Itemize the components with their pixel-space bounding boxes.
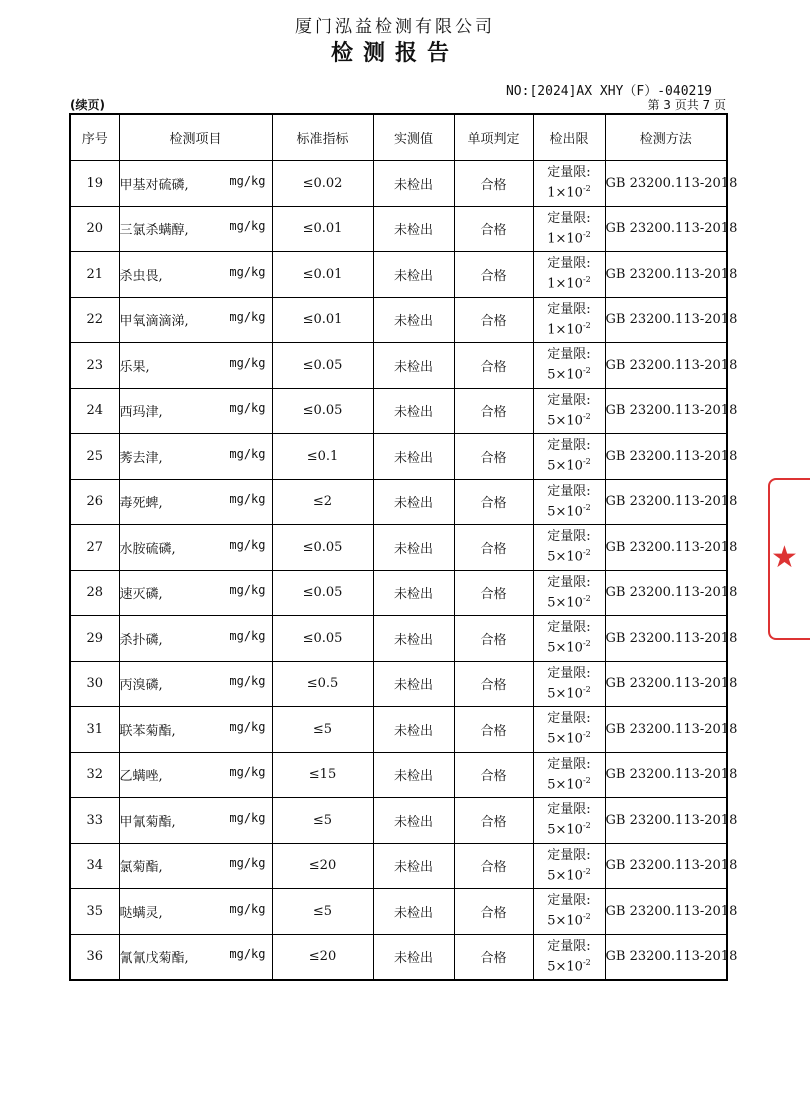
test-item-unit: mg/kg [229,264,266,279]
row-number: 21 [70,252,119,298]
test-item-name: 三氯杀螨醇, [119,223,189,239]
table-row [70,525,727,571]
detection-limit [533,707,605,753]
judgement: 合格 [454,525,533,571]
limit-label: 定量限: [547,756,591,772]
standard-value: ≤20 [272,843,373,889]
row-number: 28 [70,570,119,616]
test-item-cell [119,161,272,207]
continued-label: (续页) [70,98,105,112]
standard-value: ≤0.05 [272,616,373,662]
test-method: GB 23200.113-2018 [605,707,727,753]
detection-limit [533,161,605,207]
test-item-cell [119,889,272,935]
col-header-method: 检测方法 [605,114,727,161]
limit-label: 定量限: [547,893,591,909]
table-row [70,252,727,298]
detection-limit [533,252,605,298]
table-row [70,616,727,662]
detection-limit [533,616,605,662]
test-item-unit: mg/kg [229,173,266,188]
test-method: GB 23200.113-2018 [605,297,727,343]
standard-value: ≤5 [272,798,373,844]
detection-limit [533,388,605,434]
detection-limit [533,206,605,252]
test-item-cell [119,434,272,480]
row-number: 33 [70,798,119,844]
table-row [70,798,727,844]
test-item-cell [119,661,272,707]
limit-label: 定量限: [547,210,591,226]
measured-value: 未检出 [373,752,454,798]
judgement: 合格 [454,889,533,935]
test-item-unit: mg/kg [229,219,266,234]
detection-limit [533,798,605,844]
standard-value: ≤20 [272,934,373,980]
judgement: 合格 [454,297,533,343]
limit-label: 定量限: [547,438,591,454]
test-method: GB 23200.113-2018 [605,798,727,844]
detection-limit [533,570,605,616]
test-method: GB 23200.113-2018 [605,752,727,798]
test-item-name: 联苯菊酯, [119,723,176,739]
test-method: GB 23200.113-2018 [605,206,727,252]
test-item-unit: mg/kg [229,765,266,780]
detection-limit [533,343,605,389]
judgement: 合格 [454,752,533,798]
limit-base: 5×10 [547,594,583,610]
judgement: 合格 [454,798,533,844]
test-item-cell [119,252,272,298]
table-row [70,934,727,980]
row-number: 20 [70,206,119,252]
limit-exponent: -2 [582,912,591,922]
col-header-detection-limit: 检出限 [533,114,605,161]
standard-value: ≤2 [272,479,373,525]
test-item-name: 莠去津, [119,450,163,466]
judgement: 合格 [454,934,533,980]
table-row [70,752,727,798]
measured-value: 未检出 [373,479,454,525]
detection-limit [533,434,605,480]
judgement: 合格 [454,616,533,662]
detection-limit [533,934,605,980]
test-item-name: 杀虫畏, [119,268,163,284]
limit-exponent: -2 [582,411,591,421]
test-item-unit: mg/kg [229,628,266,643]
row-number: 31 [70,707,119,753]
limit-exponent: -2 [582,684,591,694]
detection-limit [533,297,605,343]
results-table [69,113,738,981]
limit-exponent: -2 [582,275,591,285]
test-method: GB 23200.113-2018 [605,661,727,707]
limit-label: 定量限: [547,392,591,408]
test-item-unit: mg/kg [229,947,266,962]
limit-base: 5×10 [547,503,583,519]
table-row [70,161,727,207]
test-method: GB 23200.113-2018 [605,479,727,525]
judgement: 合格 [454,206,533,252]
test-method: GB 23200.113-2018 [605,161,727,207]
limit-exponent: -2 [582,957,591,967]
test-item-cell [119,525,272,571]
row-number: 36 [70,934,119,980]
detection-limit [533,479,605,525]
table-row [70,570,727,616]
limit-base: 5×10 [547,776,583,792]
report-number: NO:[2024]AX XHY（F）-040219 [505,84,712,99]
limit-base: 5×10 [547,640,583,656]
row-number: 25 [70,434,119,480]
judgement: 合格 [454,343,533,389]
standard-value: ≤0.01 [272,297,373,343]
col-header-no: 序号 [70,114,119,161]
test-item-cell [119,297,272,343]
limit-label: 定量限: [547,301,591,317]
measured-value: 未检出 [373,707,454,753]
test-item-unit: mg/kg [229,310,266,325]
limit-label: 定量限: [547,347,591,363]
row-number: 35 [70,889,119,935]
standard-value: ≤0.01 [272,252,373,298]
row-number: 19 [70,161,119,207]
company-name: 厦门泓益检测有限公司 [295,17,495,37]
limit-exponent: -2 [582,866,591,876]
test-method: GB 23200.113-2018 [605,388,727,434]
table-row [70,388,727,434]
standard-value: ≤0.02 [272,161,373,207]
test-item-cell [119,798,272,844]
standard-value: ≤0.05 [272,570,373,616]
test-item-unit: mg/kg [229,355,266,370]
measured-value: 未检出 [373,525,454,571]
test-item-name: 杀扑磷, [119,632,163,648]
test-item-cell [119,206,272,252]
limit-label: 定量限: [547,938,591,954]
judgement: 合格 [454,843,533,889]
test-item-name: 氯菊酯, [119,860,163,876]
judgement: 合格 [454,479,533,525]
row-number: 29 [70,616,119,662]
test-method: GB 23200.113-2018 [605,343,727,389]
limit-label: 定量限: [547,574,591,590]
test-item-cell [119,843,272,889]
table-row [70,661,727,707]
table-row [70,479,727,525]
col-header-standard: 标准指标 [272,114,373,161]
col-header-measured: 实测值 [373,114,454,161]
col-header-judgement: 单项判定 [454,114,533,161]
standard-value: ≤5 [272,707,373,753]
test-item-name: 速灭磷, [119,587,163,603]
report-title: 检测报告 [330,41,459,66]
detection-limit [533,843,605,889]
row-number: 27 [70,525,119,571]
page-info: 第 3 页共 7 页 [647,98,726,112]
test-item-name: 毒死蜱, [119,496,163,512]
limit-base: 1×10 [547,276,583,292]
col-header-item: 检测项目 [119,114,272,161]
limit-base: 5×10 [547,367,583,383]
test-item-unit: mg/kg [229,583,266,598]
test-item-unit: mg/kg [229,401,266,416]
limit-exponent: -2 [582,775,591,785]
limit-label: 定量限: [547,256,591,272]
test-item-cell [119,707,272,753]
standard-value: ≤0.05 [272,525,373,571]
test-method: GB 23200.113-2018 [605,843,727,889]
judgement: 合格 [454,161,533,207]
row-number: 30 [70,661,119,707]
measured-value: 未检出 [373,206,454,252]
limit-exponent: -2 [582,184,591,194]
limit-base: 5×10 [547,867,583,883]
standard-value: ≤5 [272,889,373,935]
test-item-name: 乙螨唑, [119,769,163,785]
test-item-cell [119,388,272,434]
limit-base: 5×10 [547,913,583,929]
row-number: 34 [70,843,119,889]
test-item-cell [119,570,272,616]
test-item-cell [119,616,272,662]
test-method: GB 23200.113-2018 [605,252,727,298]
judgement: 合格 [454,661,533,707]
limit-label: 定量限: [547,802,591,818]
limit-base: 5×10 [547,549,583,565]
detection-limit [533,889,605,935]
limit-exponent: -2 [582,821,591,831]
table-row [70,707,727,753]
table-body [70,161,738,981]
limit-label: 定量限: [547,711,591,727]
table-row [70,434,727,480]
limit-exponent: -2 [582,366,591,376]
detection-limit [533,752,605,798]
detection-limit [533,525,605,571]
limit-base: 5×10 [547,822,583,838]
limit-base: 5×10 [547,685,583,701]
judgement: 合格 [454,707,533,753]
measured-value: 未检出 [373,434,454,480]
row-number: 26 [70,479,119,525]
limit-base: 1×10 [547,230,583,246]
measured-value: 未检出 [373,297,454,343]
limit-label: 定量限: [547,529,591,545]
judgement: 合格 [454,252,533,298]
judgement: 合格 [454,388,533,434]
table-row [70,889,727,935]
test-item-unit: mg/kg [229,810,266,825]
measured-value: 未检出 [373,798,454,844]
test-item-name: 甲氧滴滴涕, [119,314,189,330]
measured-value: 未检出 [373,843,454,889]
test-item-name: 乐果, [119,359,150,375]
test-item-cell [119,343,272,389]
table-header-row [70,114,727,161]
test-method: GB 23200.113-2018 [605,934,727,980]
limit-base: 1×10 [547,185,583,201]
test-item-name: 氰氰戊菊酯, [119,951,189,967]
row-number: 24 [70,388,119,434]
test-item-name: 甲氰菊酯, [119,814,176,830]
test-item-name: 哒螨灵, [119,905,163,921]
table-row [70,206,727,252]
standard-value: ≤0.05 [272,388,373,434]
measured-value: 未检出 [373,161,454,207]
standard-value: ≤0.5 [272,661,373,707]
limit-label: 定量限: [547,165,591,181]
test-item-name: 水胺硫磷, [119,541,176,557]
table-row [70,843,727,889]
measured-value: 未检出 [373,661,454,707]
limit-base: 5×10 [547,412,583,428]
test-item-cell [119,752,272,798]
test-item-unit: mg/kg [229,537,266,552]
judgement: 合格 [454,434,533,480]
test-method: GB 23200.113-2018 [605,525,727,571]
row-number: 23 [70,343,119,389]
test-item-unit: mg/kg [229,674,266,689]
standard-value: ≤0.05 [272,343,373,389]
measured-value: 未检出 [373,252,454,298]
test-item-unit: mg/kg [229,446,266,461]
measured-value: 未检出 [373,889,454,935]
measured-value: 未检出 [373,616,454,662]
test-method: GB 23200.113-2018 [605,570,727,616]
test-method: GB 23200.113-2018 [605,616,727,662]
row-number: 32 [70,752,119,798]
test-item-unit: mg/kg [229,856,266,871]
measured-value: 未检出 [373,934,454,980]
test-item-unit: mg/kg [229,719,266,734]
limit-exponent: -2 [582,639,591,649]
seal-star-icon: ★ [771,540,798,575]
judgement: 合格 [454,570,533,616]
limit-label: 定量限: [547,483,591,499]
test-item-unit: mg/kg [229,901,266,916]
limit-exponent: -2 [582,548,591,558]
limit-base: 1×10 [547,321,583,337]
standard-value: ≤0.01 [272,206,373,252]
limit-label: 定量限: [547,847,591,863]
limit-exponent: -2 [582,593,591,603]
measured-value: 未检出 [373,570,454,616]
detection-limit [533,661,605,707]
limit-exponent: -2 [582,502,591,512]
test-item-cell [119,934,272,980]
row-number: 22 [70,297,119,343]
test-item-unit: mg/kg [229,492,266,507]
limit-exponent: -2 [582,730,591,740]
limit-base: 5×10 [547,458,583,474]
test-item-name: 西玛津, [119,405,163,421]
table-row [70,297,727,343]
limit-exponent: -2 [582,320,591,330]
measured-value: 未检出 [373,343,454,389]
limit-base: 5×10 [547,731,583,747]
limit-label: 定量限: [547,665,591,681]
table-row [70,343,727,389]
test-item-name: 丙溴磷, [119,678,163,694]
test-method: GB 23200.113-2018 [605,889,727,935]
test-item-name: 甲基对硫磷, [119,177,189,193]
limit-base: 5×10 [547,958,583,974]
limit-label: 定量限: [547,620,591,636]
limit-exponent: -2 [582,229,591,239]
standard-value: ≤0.1 [272,434,373,480]
test-method: GB 23200.113-2018 [605,434,727,480]
limit-exponent: -2 [582,457,591,467]
test-item-cell [119,479,272,525]
measured-value: 未检出 [373,388,454,434]
standard-value: ≤15 [272,752,373,798]
